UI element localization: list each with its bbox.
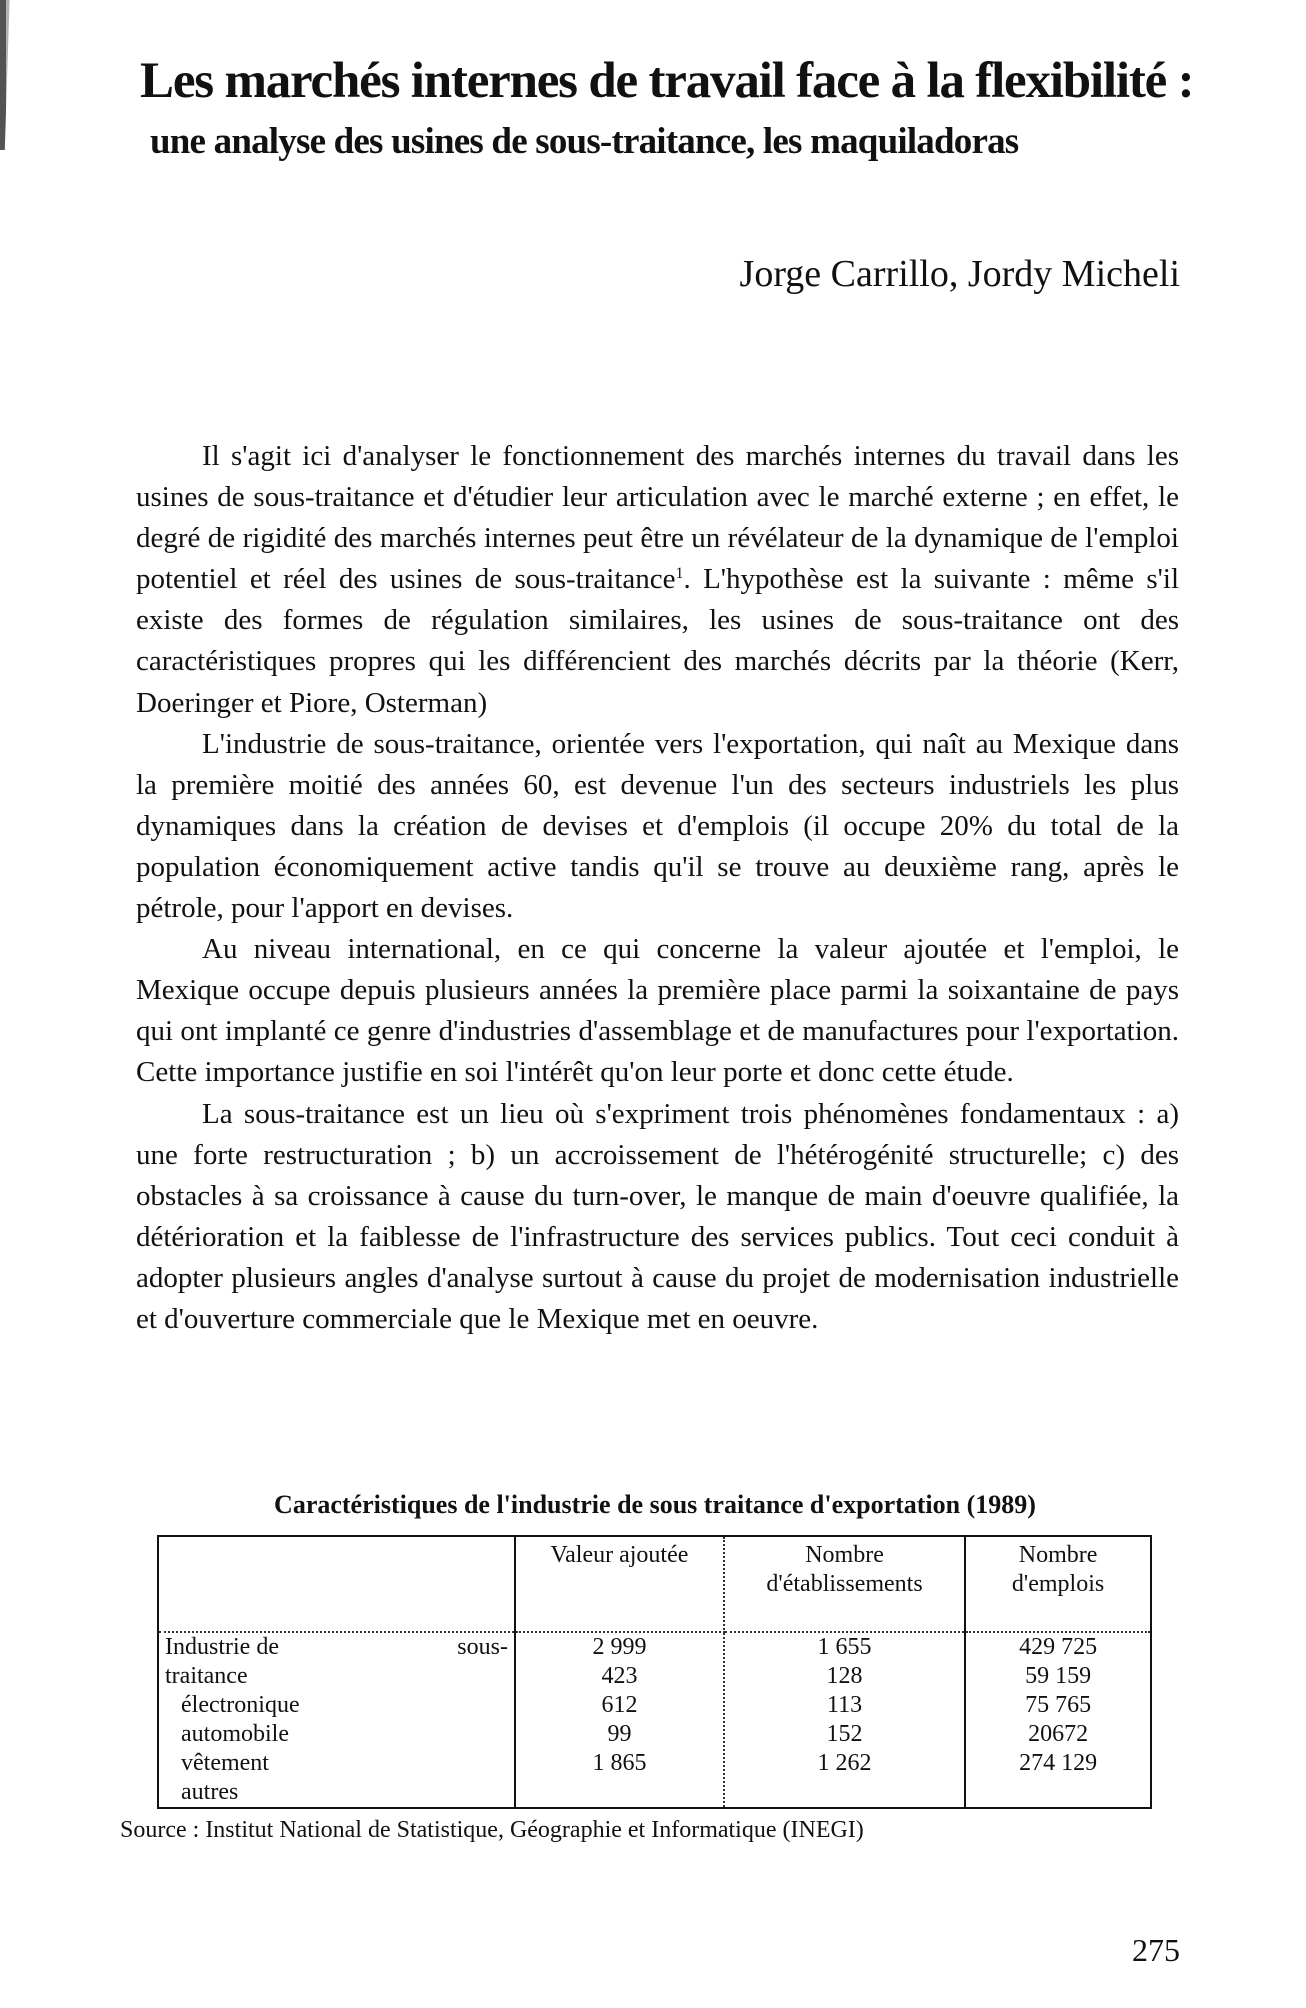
category-label: vêtement [181, 1750, 269, 1776]
etablissements-value: 1 655 [817, 1634, 872, 1660]
paragraph-1-text: Il s'agit ici d'analyser le fonctionnement des marchés internes du travail dans les usines de sous-traitance et d'étudier leur articulation avec le marché externe ; en effet, le degré de rigidité des marchés internes peut être un révélateur de la dynamique de l'emploi potentiel et réel des usines de sous-traitance [136, 440, 1179, 596]
category-label: autres [181, 1779, 239, 1805]
valeur-value: 1 865 [592, 1750, 647, 1776]
etablissements-value: 152 [826, 1721, 863, 1747]
header-emplois: Nombre d'emplois [965, 1536, 1151, 1632]
emplois-cell [965, 1632, 1151, 1808]
emplois-value: 20672 [1028, 1721, 1089, 1747]
paragraph-1 [136, 436, 1179, 724]
etablissements-cell [724, 1632, 965, 1808]
header-etablissements: Nombre d'établissements [724, 1536, 965, 1632]
valeur-value: 423 [601, 1663, 638, 1689]
table-caption: Caractéristiques de l'industrie de sous traitance d'exportation (1989) [274, 1490, 1036, 1519]
paragraph-4: La sous-traitance est un lieu où s'expriment trois phénomènes fondamentaux : a) une forte restructuration ; b) un accroissement de l'hétérogénité structurelle; c) des obstacles à sa croissance à cause du turn-over, le manque de main d'oeuvre qualifiée, la détérioration et la faiblesse de l'infrastructure des services publics. Tout ceci conduit à adopter plusieurs angles d'analyse surtout à cause du projet de modernisation industrielle et d'ouverture commerciale que le Mexique met en oeuvre. [136, 1097, 1179, 1335]
etablissements-value: 1 262 [817, 1750, 872, 1776]
authors: Jorge Carrillo, Jordy Micheli [739, 253, 1180, 295]
industry-table [157, 1535, 1152, 1809]
valeur-value: 2 999 [592, 1634, 647, 1660]
category-label: automobile [181, 1721, 289, 1747]
emplois-value: 274 129 [1019, 1750, 1098, 1776]
etablissements-value: 113 [826, 1692, 863, 1718]
body-text [136, 436, 1179, 1340]
article-title: Les marchés internes de travail face à la flexibilité : [140, 53, 1194, 109]
paragraph-1-continued: . L'hypothèse est la suivante : même s'il existe des formes de régulation similaires, les usines de sous-traitance ont des caractéristiques propres qui les différencient des marchés décrits par la théorie (Kerr, Doeringer et Piore, Osterman) [136, 563, 1179, 719]
valeur-value: 99 [607, 1721, 632, 1747]
emplois-value: 59 159 [1025, 1663, 1092, 1689]
table-source: Source : Institut National de Statistique, Géographie et Informatique (INEGI) [120, 1817, 864, 1843]
page-number: 275 [1132, 1932, 1180, 1968]
scan-edge-artifact [0, 0, 24, 150]
category-cell [158, 1632, 515, 1808]
emplois-value: 75 765 [1025, 1692, 1092, 1718]
valeur-value: 612 [601, 1692, 638, 1718]
footnote-ref: 1 [675, 565, 684, 583]
emplois-value: 429 725 [1019, 1634, 1098, 1660]
category-label: Industrie de [165, 1634, 279, 1660]
table-row [158, 1632, 1151, 1808]
article-subtitle: une analyse des usines de sous-traitance, les maquiladoras [150, 121, 1019, 162]
header-empty [158, 1536, 515, 1632]
valeur-cell [515, 1632, 724, 1808]
paragraph-3: Au niveau international, en ce qui concerne la valeur ajoutée et l'emploi, le Mexique occupe depuis plusieurs années la première place parmi la soixantaine de pays qui ont implanté ce genre d'industries d'assemblage et de manufactures pour l'exportation. Cette importance justifie en soi l'intérêt qu'on leur porte et donc cette étude. [136, 933, 1179, 1089]
paragraph-2: L'industrie de sous-traitance, orientée vers l'exportation, qui naît au Mexique dans la première moitié des années 60, est devenue l'un des secteurs industriels les plus dynamiques dans la création de devises et d'emplois (il occupe 20% du total de la population économiquement active tandis qu'il se trouve au deuxième rang, après le pétrole, pour l'apport en devises. [136, 727, 1179, 925]
table-header-row [158, 1536, 1151, 1632]
category-label: électronique [181, 1692, 300, 1718]
header-valeur: Valeur ajoutée [515, 1536, 724, 1632]
etablissements-value: 128 [826, 1663, 863, 1689]
category-label: sous- [457, 1634, 508, 1660]
category-label: traitance [165, 1663, 248, 1689]
